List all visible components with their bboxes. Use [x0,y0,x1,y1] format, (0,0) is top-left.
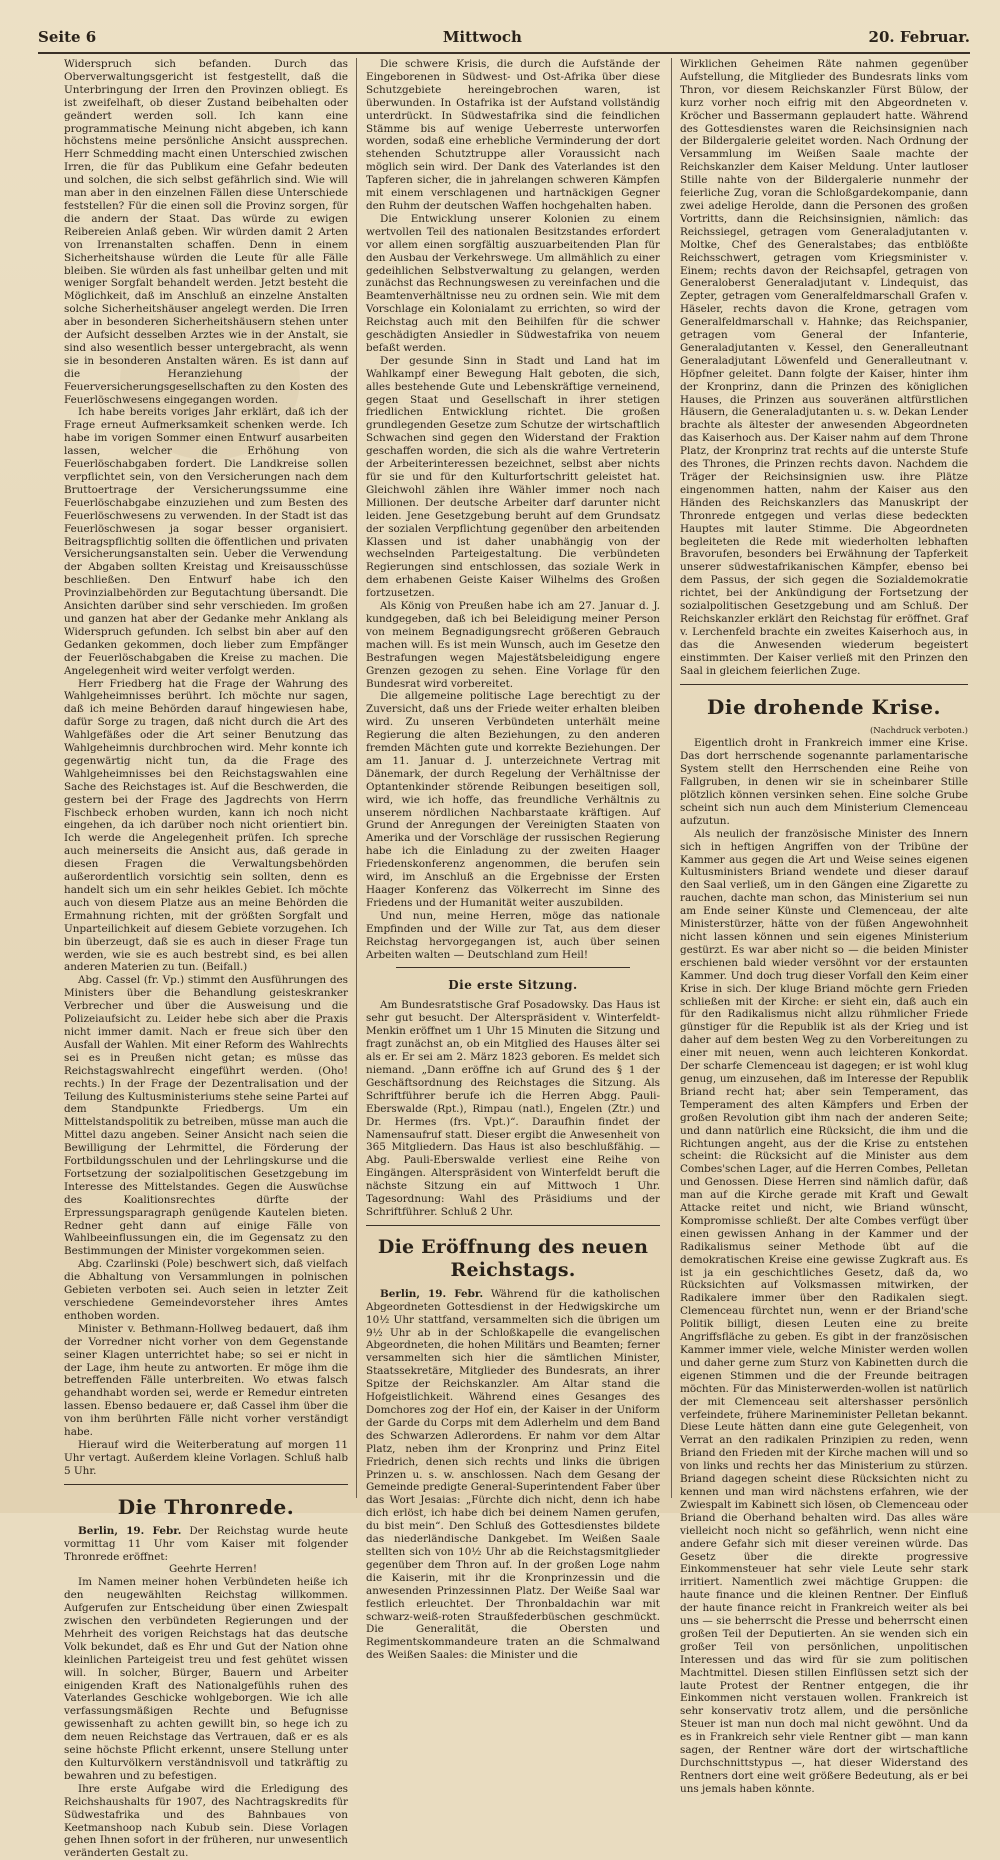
column-2 [366,58,660,1662]
section-rule [64,1484,348,1485]
section-rule [396,967,630,968]
article-paragraph: Und nun, meine Herren, möge das nationale Empfinden und der Wille zur Tat, aus dem dieser Reichstag hervorgegangen ist, auch über seinen Arbeiten walten — Deutschland zum Heil! [366,909,660,961]
article-paragraph: Abg. Cassel (fr. Vp.) stimmt den Ausführungen des Ministers über die Behandlung geisteskranker Verbrecher und über die Ausweisung und die Polizeiaufsicht zu. Leider hebe sich aber die Praxis nicht immer damit. Nach er freue sich über den Ausfall der Wahlen. Mit einer Reform des Wahlrechts sei es in Preußen nicht getan; es müsse das Reichstagswahlrecht eingeführt werden. (Oho! rechts.) In der Frage der Dezentralisation und der Teilung des Kultusministeriums stehe seine Partei auf dem Standpunkte Friedbergs. Um ein Mittelstandspolitik zu betreiben, müsse man auch die Mittel dazu angeben. Seiner Ansicht nach seien die Bewilligung der Lehrmittel, die Förderung der Fortbildungsschulen und der Lehrlingskurse und die Fortsetzung der sozialpolitischen Gesetzgebung im Interesse des Mittelstandes. Gegen die Auswüchse des Koalitionsrechtes dürfte der Erpressungsparagraph genügende Kautelen bieten. Redner geht dann auf einige Fälle von Wahlbeeinflussungen ein, die im Gegensatz zu den Bestimmungen der Minister vorgekommen seien. [64,974,348,1258]
header-rule [38,52,970,54]
weekday: Mittwoch [442,28,522,46]
reichstag-opening-title: Die Eröffnung des neuen Reichstags. [377,1235,649,1281]
article-paragraph: Herr Friedberg hat die Frage der Wahrung des Wahlgeheimnisses berührt. Ich möchte nur sagen, daß ich meine Behörden darauf hingewiesen habe, dafür Sorge zu tragen, daß nicht durch die Art des Wahlgefäßes oder die Art seiner Benutzung das Wahlgeheimnis durchbrochen wird. Mehr konnte ich gegenwärtig nicht tun, da die Frage des Wahlgeheimnisses bei den Reichstagswahlen eine Sache des Reichstages ist. Auf die Beschwerden, die gestern bei der Frage des Jagdrechts von Herrn Fischbeck erhoben wurden, kann ich noch nicht eingehen, da ich darüber noch nicht orientiert bin. Ich werde die Angelegenheit prüfen. Ich spreche auch meinerseits die Ansicht aus, daß gerade in diesen Fragen die Verwaltungsbehörden außerordentlich vorsichtig sein sollten, denn es handelt sich um ein sehr heikles Gebiet. Ich möchte auch von diesem Platze aus an meine Behörden die Ermahnung richten, mit der größten Sorgfalt und Unparteilichkeit auf diesem Gebiete vorzugehen. Ich bin überzeugt, daß sie es auch in dieser Frage tun werden, wie sie es auch bestrebt sind, es bei allen anderen Materien zu tun. (Beifall.) [64,677,348,974]
article-paragraph: Wirklichen Geheimen Räte nahmen gegenüber Aufstellung, die Mitglieder des Bundesrats links vom Thron, vor diesem Reichskanzler Fürst Bülow, der kurz vorher noch eifrig mit den Abgeordneten v. Kröcher und Bassermann geplaudert hatte. Während des Gottesdienstes waren die Reichsinsignien nach der Bildergalerie geleitet worden. Nach Ordnung der Versammlung im Weißen Saale machte der Reichskanzler dem Kaiser Meldung. Unter lautloser Stille nahte von der Bildergalerie nunmehr der feierliche Zug, voran die Schloßgardekompanie, dann zwei adelige Herolde, dann die Personen des großen Vortritts, dann die Reichsinsignien, nämlich: das Reichssiegel, getragen vom Generaladjutanten v. Moltke, Chef des Generalstabes; das entblößte Reichsschwert, getragen vom Kriegsminister v. Einem; rechts davon der Reichsapfel, getragen von Generaloberst Generaladjutant v. Lindequist, das Zepter, getragen vom Generalfeldmarschall Grafen v. Häseler, rechts davon die Krone, getragen vom Generalfeldmarschall v. Hahnke; das Reichspanier, getragen vom General der Infanterie, Generaladjutanten v. Kessel, den Generalleutnant Generaladjutant Löwenfeld und Generalleutnant v. Höpfner geleitet. Dann folgte der Kaiser, hinter ihm der Kronprinz, dann die Prinzen des königlichen Hauses, die Prinzen aus souveränen altfürstlichen Häusern, die Generaladjutanten u. s. w. Dekan Lender brachte als ältester der anwesenden Abgeordneten das Kaiserhoch aus. Der Kaiser nahm auf dem Throne Platz, der Kronprinz trat rechts auf die unterste Stufe des Thrones, die Prinzen rechts davon. Nachdem die Träger der Reichsinsignien usw. ihre Plätze eingenommen hatten, nahm der Kaiser aus den Händen des Reichskanzlers das Manuskript der Thronrede entgegen und verlas diese bedeckten Hauptes mit lauter Stimme. Die Abgeordneten begleiteten die Rede mit wiederholten lebhaften Bravorufen, besonders bei Erwähnung der Tapferkeit unserer südwestafrikanischen Kämpfer, ebenso bei dem Passus, der sich gegen die Sozialdemokratie richtet, bei der Ankündigung der Fortsetzung der sozialpolitischen Gesetzgebung und am Schluß. Der Reichskanzler erklärt den Reichstag für eröffnet. Graf v. Lerchenfeld brachte ein zweites Kaiserhoch aus, in das die Anwesenden wiederum begeistert einstimmten. Der Kaiser verließ mit den Prinzen den Saal in gleichem feierlichen Zuge. [680,58,968,677]
article-paragraph: Widerspruch sich befanden. Durch das Oberverwaltungsgericht ist festgestellt, daß die Unterbringung der Irren den Provinzen obliegt. Es ist zweifelhaft, ob dieser Zustand beibehalten oder geändert werden soll. Ich kann eine programmatische Meinung nicht abgeben, ich kann höchstens meine persönliche Ansicht aussprechen. Herr Schmedding macht einen Unterschied zwischen Irren, die für das Publikum eine Gefahr bedeuten und solchen, die sich selbst gefährlich sind. Wie will man aber in den einzelnen Fällen diese Unterschiede feststellen? Für die einen soll die Provinz sorgen, für die andern der Staat. Das würde zu ewigen Reibereien Anlaß geben. Wir würden damit 2 Arten von Irrenanstalten schaffen. Denn in einem Sicherheitshause würden die Leute für alle Fälle bleiben. Sie würden als fast unheilbar gelten und mit weniger Sorgfalt behandelt werden. Jetzt besteht die Möglichkeit, daß im Anschluß an einzelne Anstalten solche Sicherheitshäuser angelegt werden. Die Irren aber in besonderen Sicherheitshäusern stehen unter der Aufsicht desselben Arztes wie in der Anstalt, sie sind also wesentlich besser untergebracht, als wenn sie in besonderen Anstalten wären. Es ist dann auf die Heranziehung der Feuerversicherungsgesellschaften zu den Kosten des Feuerlöschwesens eingegangen worden. [64,58,348,406]
article-paragraph: Ihre erste Aufgabe wird die Erledigung des Reichshaushalts für 1907, des Nachtragskredits für Südwestafrika und des Bahnbaues von Keetmanshoop nach Kubub sein. Diese Vorlagen gehen Ihnen sofort in der früheren, nur unwesentlich veränderten Gestalt zu. [64,1782,348,1860]
section-rule [680,684,968,685]
column-1 [64,58,348,1860]
page-header [38,28,970,50]
article-paragraph: Ich habe bereits voriges Jahr erklärt, daß ich der Frage erneut Aufmerksamkeit schenken werde. Ich habe im vorigen Sommer einen Entwurf ausarbeiten lassen, welcher die Erhöhung von Feuerlöschabgaben fordert. Die Landkreise sollen verpflichtet sein, von den Versicherungen nach dem Bruttoertrage der Versicherungssumme eine Feuerlöschabgabe einzuziehen und zum Besten des Feuerlöschwesens zu verwenden. In der Stadt ist das Feuerlöschwesen ja sogar besser organisiert. Beitragspflichtig sollten die öffentlichen und privaten Versicherungsanstalten sein. Ueber die Verwendung der Abgaben sollten Kreistag und Kreisausschüsse beschließen. Den Entwurf habe ich den Provinzialbehörden zur Begutachtung übersandt. Die Ansichten darüber sind sehr verschieden. Im großen und ganzen hat aber der Gedanke mehr Anklang als Widerspruch gefunden. Ich selbst bin aber auf den Gedanken gekommen, doch lieber zum Empfänger der Feuerlöschabgaben die Kreise zu machen. Die Angelegenheit wird weiter verfolgt werden. [64,406,348,677]
dateline: Berlin, 19. Febr. [78,1524,182,1537]
page-number: Seite 6 [38,28,97,46]
section-rule [366,1225,660,1226]
article-paragraph: Die Entwicklung unserer Kolonien zu einem wertvollen Teil des nationalen Besitzstandes erfordert vor allem einen sorgfältig auszuarbeitenden Plan für den Ausbau der Verkehrswege. Um allmählich zu einer gedeihlichen Selbstverwaltung zu gelangen, werden zunächst das Rechnungswesen zu vereinfachen und die Beamtenverhältnisse neu zu ordnen sein. Wie mit dem Vorschlage ein Kolonialamt zu errichten, so wird der Reichstag auch mit den Beihilfen für die schwer geschädigten Ansiedler in Südwestafrika von neuem befaßt werden. [366,212,660,354]
article-paragraph: Als König von Preußen habe ich am 27. Januar d. J. kundgegeben, daß ich bei Beleidigung meiner Person von meinem Begnadigungsrecht größeren Gebrauch machen will. Es ist mein Wunsch, auch im Gesetze den Bestrafungen wegen Majestätsbeleidigung engere Grenzen gezogen zu sehen. Eine Vorlage für den Bundesrat wird vorbereitet. [366,600,660,690]
article-paragraph: Die schwere Krisis, die durch die Aufstände der Eingeborenen in Südwest- und Ost-Afrika über diese Schutzgebiete hereingebrochen waren, ist überwunden. In Ostafrika ist der Aufstand vollständig unterdrückt. In Südwestafrika sind die feindlichen Stämme bis auf wenige Ueberreste unterworfen worden, sodaß eine erhebliche Verminderung der dort stehenden Schutztruppe aller Voraussicht nach möglich sein wird. Der Dank des Vaterlandes ist den Tapferen sicher, die in jahrelangen schweren Kämpfen mit einem verschlagenen und hartnäckigen Gegner den Ruhm der deutschen Waffen hochgehalten haben. [366,58,660,212]
article-paragraph: Der gesunde Sinn in Stadt und Land hat im Wahlkampf einer Bewegung Halt geboten, die sich, alles bestehende Gute und Lebenskräftige verneinend, gegen Staat und Gesellschaft in ihrer stetigen friedlichen Entwicklung richtet. Die großen grundlegenden Gesetze zum Schutze der wirtschaftlich Schwachen sind gegen den Widerstand der Fraktion geschaffen worden, die sich als die wahre Vertreterin der Arbeiterinteressen bezeichnet, selbst aber nichts für sie und für den Kulturfortschritt geleistet hat. Gleichwohl zählen ihre Wähler immer noch nach Millionen. Der deutsche Arbeiter darf darunter nicht leiden. Jene Gesetzgebung beruht auf dem Grundsatz der sozialen Verpflichtung gegenüber den arbeitenden Klassen und ist daher unabhängig von der wechselnden Parteigestaltung. Die verbündeten Regierungen sind entschlossen, das soziale Werk in dem erhabenen Geiste Kaiser Wilhelms des Großen fortzusetzen. [366,354,660,600]
issue-date: 20. Februar. [868,28,970,46]
article-paragraph: Als neulich der französische Minister des Innern sich in heftigen Angriffen von der Tribüne der Kammer aus gegen die Art und Weise seines eigenen Kultusministers Briand wendete und dieser darauf den Saal verließ, um in den Gängen eine Zigarette zu rauchen, dachte man schon, das Ministerium sei nun am Ende seiner Künste und Clemenceau, der alte Ministerstürzer, hätte von der füßen Angewohnheit nicht lassen können und sein eigenes Ministerium gestürzt. Es war aber nicht so — die beiden Minister erschienen bald wieder versöhnt vor der erstaunten Kammer. Und doch trug dieser Vorfall den Keim einer Krise in sich. Der kluge Briand möchte gern Frieden schließen mit der Kirche: er sieht ein, daß auch ein für den Radikalismus nicht allzu rühmlicher Friede günstiger für die Republik ist als der Krieg und ist daher auf dem besten Weg zu den Vorbereitungen zu einer mit neuen, wenn auch leichteren Konkordat. Der scharfe Clemenceau ist dagegen; er ist wohl klug genug, um einzusehen, daß im Interesse der Republik Briand recht hat; aber sein Temperament, das Temperament des alten Kämpfers und Erben der großen Revolution gibt ihm nach der anderen Seite; und dann natürlich eine Rücksicht, die ihm und die Richtungen angeht, aus der die Krise zu entstehen scheint: die Rücksicht auf die Minister aus dem Combes'schen Lager, auf die Herren Combes, Pelletan und Genossen. Diese Herren sind nämlich dafür, daß man auf die Kirche gerade mit Kraft und Gewalt Attacke reitet und nicht, wie Briand wünscht, Kompromisse schließt. Der alte Combes verfügt über einen gewissen Anhang in der Kammer und der Radikalismus seiner Methode übt auf die demokratischen Kreise eine gewisse Zugkraft aus. Es ist ja ein geschichtliches Gesetz, daß da, wo Rücksichten auf Volksmassen mitwirken, der Radikalere immer über den Radikalen siegt. Clemenceau fürchtet nun, wenn er der Briand'sche Politik billigt, diesen Leuten eine zu breite Angriffsfläche zu geben. Es gibt in der französischen Kammer immer viele, welche Minister werden wollen und daher gerne zum Sturz von Kabinetten durch die eigenen Stimmen und die der Freunde beitragen möchten. Für das Ministerwerden-wollen ist natürlich der mit Clemenceau seit altershasser persönlich verfeindete, frühere Marineminister Pelletan bekannt. Diese Leute hätten dann eine gute Gelegenheit, von Verrat an den radikalen Prinzipien zu reden, wenn Briand den Frieden mit der Kirche machen will und so von links und rechts her das Ministerium zu stürzen. Briand dagegen scheint diese Rücksichten nicht zu kennen und man wird nächstens erfahren, wie der Zwiespalt im Kabinett sich lösen, ob Clemenceau oder Briand die Oberhand behalten wird. Das alles wäre vielleicht noch nicht so gefährlich, wenn nicht eine andere Gefahr sich mit dieser vereinen würde. Das Gesetz über die direkte progressive Einkommensteuer hat sehr viele Leute sehr stark irritiert. Namentlich zwei mächtige Gruppen: die haute finance und die kleinen Rentner. Der Einfluß der haute finance reicht in Frankreich weiter als bei uns — sie beherrscht die Presse und beherrscht einen großen Teil der Deputierten. An sie wenden sich ein großer Teil von persönlichen, unpolitischen Interessen und das wird für sie zum politischen Machtmittel. Diesen stillen Einflüssen setzt sich der laute Protest der Rentner entgegen, die ihr Einkommen nicht verstauen wollen. Frankreich ist sehr konservativ trotz allem, und die persönliche Steuer ist man nun doch mal nicht gewöhnt. Und da es in Frankreich sehr viele Rentner gibt — man kann sagen, der Rentner wäre dort der wirtschaftliche Durchschnittstypus —, hat dieser Widerstand des Rentners dort eine weit größere Bedeutung, als er bei uns jemals haben könnte. [680,827,968,1795]
article-paragraph: Die allgemeine politische Lage berechtigt zu der Zuversicht, daß uns der Friede weiter erhalten bleiben wird. Zu unseren Verbündeten unterhält meine Regierung die alten Beziehungen, zu den anderen fremden Mächten gute und korrekte Beziehungen. Der am 11. Januar d. J. unterzeichnete Vertrag mit Dänemark, der durch Regelung der Verhältnisse der Optantenkinder störende Reibungen beseitigen soll, wird, wie ich hoffe, das freundliche Verhältnis zu unserem nördlichen Nachbarstaate kräftigen. Auf Grund der Anregungen der Vereinigten Staaten von Amerika und der Vorschläge der russischen Regierung habe ich die Einladung zu der zweiten Haager Friedenskonferenz angenommen, die berufen sein wird, im Anschluß an die Ergebnisse der Ersten Haager Konferenz das Völkerrecht im Sinne des Friedens und der Humanität weiter auszubilden. [366,690,660,909]
crisis-title: Die drohende Krise. [707,694,941,719]
dateline: Berlin, 19. Febr. [380,1287,484,1300]
article-paragraph: Während für die katholischen Abgeordneten Gottesdienst in der Hedwigskirche um 10½ Uhr stattfand, versammelten sich die übrigen um 9½ Uhr ab in der Schloßkapelle die evangelischen Abgeordneten, die hohen Militärs und Beamten; ferner versammelten sich hier die sämtlichen Minister, Staatssekretäre, Mitglieder des Bundesrats, an ihrer Spitze der Reichskanzler. Am Altar stand die Hofgeistlichkeit. Während eines Gesanges des Domchores zog der Hof ein, der Kaiser in der Uniform der Garde du Corps mit dem Adlerhelm und dem Band des Schwarzen Adlerordens. Er nahm vor dem Altar Platz, neben ihm der Kronprinz und Prinz Eitel Friedrich, denen sich rechts und links die übrigen Prinzen u. s. w. anschlossen. Nach dem Gesang der Gemeinde predigte General-Superintendent Faber über das Wort Jesaias: „Fürchte dich nicht, denn ich habe dich erlöst, ich habe dich bei deinem Namen gerufen, du bist mein“. Den Schluß des Gottesdienstes bildete das niederländische Dankgebet. Im Weißen Saale stellten sich von 10½ Uhr ab die Reichstagsmitglieder gegenüber dem Thron auf. In der großen Loge nahm die Kaiserin, mit ihr die Kronprinzessin und die anwesenden Prinzessinnen Platz. Der Weiße Saal war festlich erleuchtet. Der Thronbaldachin war mit schwarz-weiß-roten Straußfederbüschen geschmückt. Die Generalität, die Obersten und Regimentskommandeure traten an die Schmalwand des Weißen Saales: die Minister und die [366,1287,660,1662]
article-paragraph: Eigentlich droht in Frankreich immer eine Krise. Das dort herrschende sogenannte parlamentarische System stellt den Herrschenden eine Reihe von Fallgruben, in denen wir sie in scheinbarer Stille plötzlich können versinken sehen. Eine solche Grube scheint sich nun auch dem Ministerium Clemenceau aufzutun. [680,737,968,827]
article-paragraph: Minister v. Bethmann-Hollweg bedauert, daß ihm der Vorredner nicht vorher von dem Gegenstande seiner Klagen unterrichtet habe; so sei er nicht in der Lage, ihm heute zu antworten. Er möge ihm die betreffenden Fälle unterbreiten. Wo etwas falsch gehandhabt worden sei, werde er Remedur eintreten lassen. Ebenso bedauere er, daß Cassel ihm über die von ihm berührten Fälle nicht vorher verständigt habe. [64,1322,348,1439]
article-paragraph: Am Bundesratstische Graf Posadowsky. Das Haus ist sehr gut besucht. Der Alterspräsident v. Winterfeldt-Menkin eröffnet um 1 Uhr 15 Minuten die Sitzung und fragt zunächst an, ob ein Mitglied des Hauses älter sei als er. Er sei am 2. März 1823 geboren. Es meldet sich niemand. „Dann eröffne ich auf Grund des § 1 der Geschäftsordnung des Reichstages die Sitzung. Als Schriftführer berufe ich die Herren Abgg. Pauli-Eberswalde (Rpt.), Rimpau (natl.), Engelen (Ztr.) und Dr. Hermes (frs. Vpt.)“. Daraufhin findet der Namensaufruf statt. Dieser ergibt die Anwesenheit von 365 Mitgliedern. Das Haus ist also beschlußfähig. — Abg. Pauli-Eberswalde verliest eine Reihe von Eingängen. Alterspräsident von Winterfeldt beruft die nächste Sitzung ein auf Mittwoch 1 Uhr. Tagesordnung: Wahl des Präsidiums und der Schriftführer. Schluß 2 Uhr. [366,999,660,1218]
throne-speech-title: Die Thronrede. [117,1494,295,1519]
article-paragraph: Hierauf wird die Weiterberatung auf morgen 11 Uhr vertagt. Außerdem kleine Vorlagen. Schluß halb 5 Uhr. [64,1438,348,1477]
article-paragraph: Der Reichstag wurde heute vormittag 11 Uhr vom Kaiser mit folgender Thronrede eröffnet: [64,1524,348,1563]
article-paragraph: Abg. Czarlinski (Pole) beschwert sich, daß vielfach die Abhaltung von Versammlungen in polnischen Gebieten verboten sei. Auch seien in letzter Zeit verschiedene Gemeindevorsteher ihres Amtes enthoben worden. [64,1258,348,1322]
salutation: Geehrte Herren! [168,1563,258,1576]
first-session-title: Die erste Sitzung. [448,978,578,993]
column-divider [356,58,357,1498]
column-3 [680,58,968,1795]
column-divider [671,58,672,1498]
reprint-notice: (Nachdruck verboten.) [869,725,968,736]
article-paragraph: Im Namen meiner hohen Verbündeten heiße ich den neugewählten Reichstag willkommen. Aufgerufen zur Entscheidung über einen Zwiespalt zwischen den verbündeten Regierungen und der Mehrheit des vorigen Reichstags hat das deutsche Volk bekundet, daß es Ehr und Gut der Nation ohne kleinlichen Parteigeist treu und fest gehütet wissen will. In solcher, Bürger, Bauern und Arbeiter einigenden Kraft des Nationalgefühls ruhen des Vaterlandes Geschicke wohlgeborgen. Wie ich alle verfassungsmäßigen Rechte und Befugnisse gewissenhaft zu achten gewillt bin, so hege ich zu dem neuen Reichstage das Vertrauen, daß er es als seine höchste Pflicht erkennt, unsere Stellung unter den Kulturvölkern verständnisvoll und tatkräftig zu bewahren und zu befestigen. [64,1576,348,1782]
